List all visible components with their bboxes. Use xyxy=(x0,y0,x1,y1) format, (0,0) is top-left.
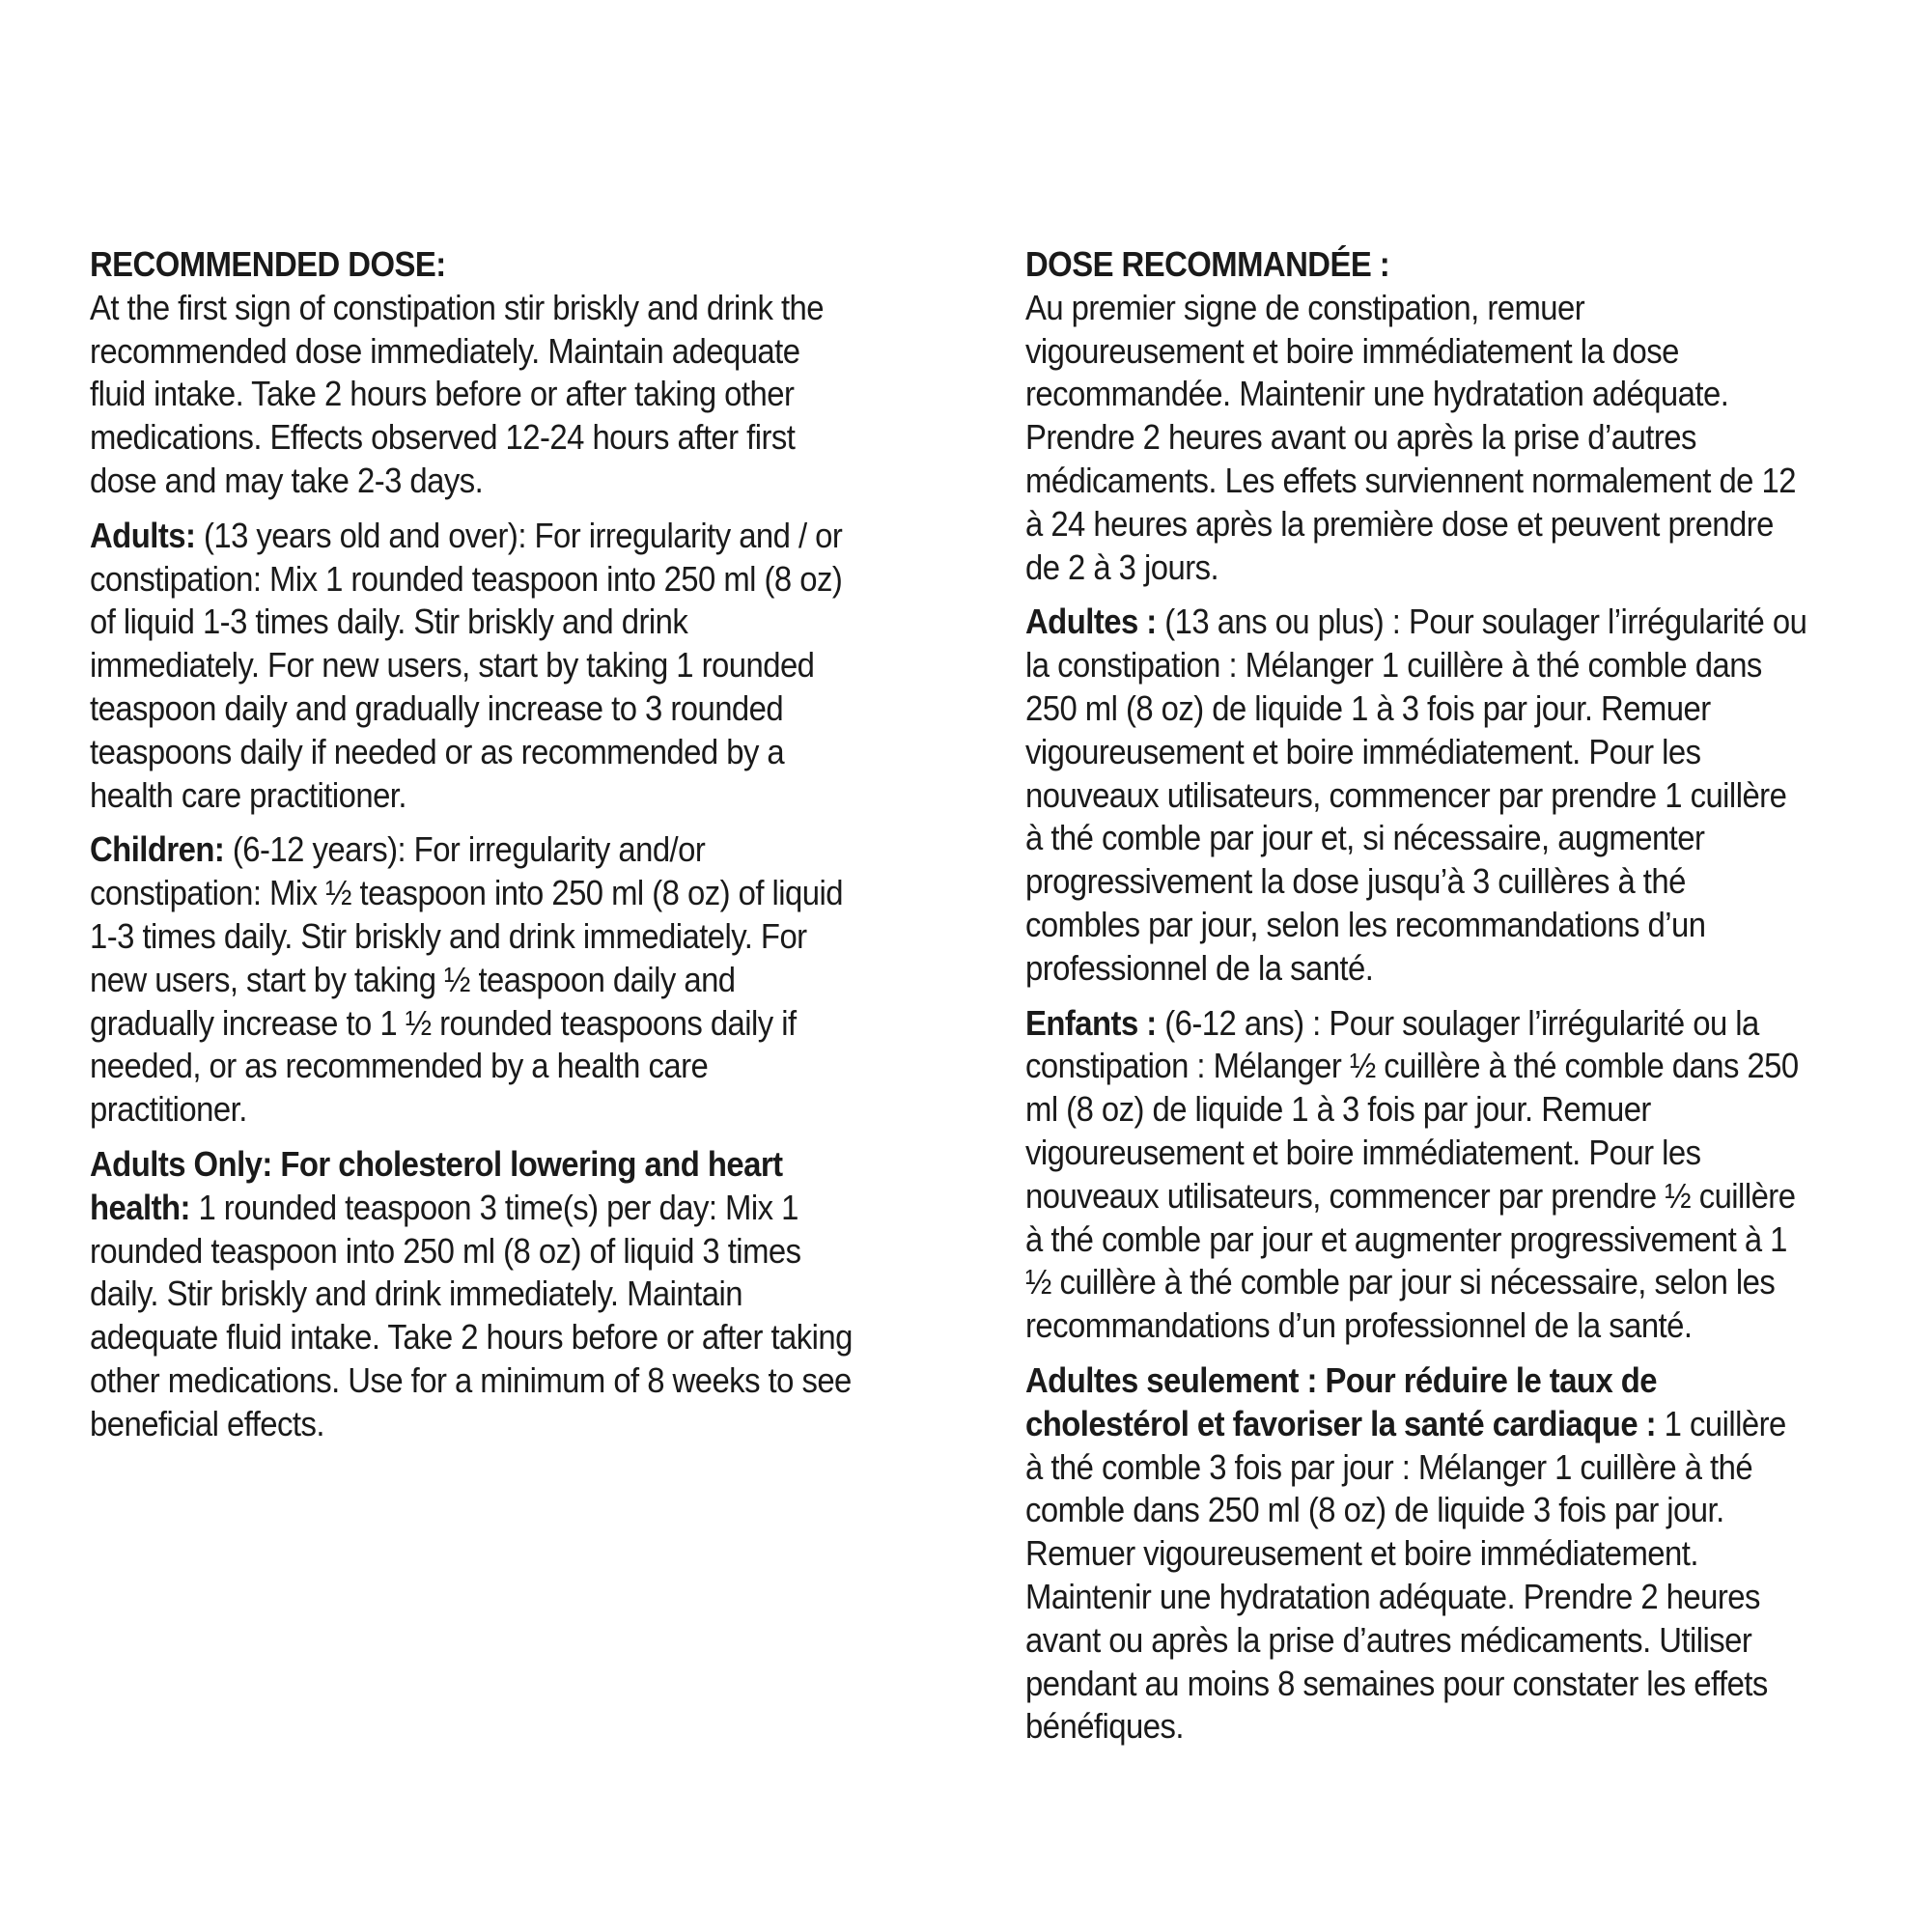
french-adults-only-line: comble dans 250 ml (8 oz) de liquide 3 fois par jour. xyxy=(1025,1490,1724,1530)
french-children-line: ml (8 oz) de liquide 1 à 3 fois par jour. Remuer xyxy=(1025,1089,1651,1130)
french-children-line: recommandations d’un professionnel de la santé. xyxy=(1025,1305,1693,1346)
french-children-line: vigoureusement et boire immédiatement. Pour les xyxy=(1025,1132,1701,1172)
french-intro-line: Prendre 2 heures avant ou après la prise d’autres xyxy=(1025,417,1696,458)
french-adults-only-label-end: cholestérol et favoriser la santé cardiaque : xyxy=(1025,1403,1657,1443)
french-children-line: constipation : Mélanger ½ cuillère à thé comble dans 250 xyxy=(1025,1046,1799,1086)
english-adults-first-line xyxy=(90,515,915,558)
french-adults-only-line: à thé comble 3 fois par jour : Mélanger 1 cuillère à thé xyxy=(1025,1446,1753,1487)
english-heading: RECOMMENDED DOSE: xyxy=(90,244,446,284)
french-adults-first-text: (13 ans ou plus) : Pour soulager l’irrégularité ou xyxy=(1156,602,1807,642)
french-adults-only-section xyxy=(1025,1359,1860,1749)
french-adults-section xyxy=(1025,601,1860,990)
english-adults-line: immediately. For new users, start by taking 1 rounded xyxy=(90,645,815,686)
english-intro-line: recommended dose immediately. Maintain adequate xyxy=(90,330,800,371)
english-adults-line: teaspoons daily if needed or as recommended by a xyxy=(90,731,785,771)
english-adults-only-line: beneficial effects. xyxy=(90,1403,324,1443)
french-adults-label: Adultes : xyxy=(1025,602,1157,642)
english-intro xyxy=(90,287,915,503)
english-adults-only-line: other medications. Use for a minimum of 8 weeks to see xyxy=(90,1359,852,1400)
french-adults-only-second-text: 1 cuillère xyxy=(1656,1403,1786,1443)
english-adults-label: Adults: xyxy=(90,515,196,555)
english-adults-line: of liquid 1-3 times daily. Stir briskly and drink xyxy=(90,602,688,642)
french-intro-line: Au premier signe de constipation, remuer xyxy=(1025,287,1585,327)
french-children-line: nouveaux utilisateurs, commencer par prendre ½ cuillère xyxy=(1025,1175,1796,1216)
english-children-line: needed, or as recommended by a health care xyxy=(90,1046,709,1086)
english-adults-section xyxy=(90,515,915,818)
french-children-line: à thé comble par jour et augmenter progressivement à 1 xyxy=(1025,1218,1787,1259)
french-intro-line: à 24 heures après la première dose et peuvent prendre xyxy=(1025,503,1774,544)
english-children-line: gradually increase to 1 ½ rounded teaspoons daily if xyxy=(90,1002,797,1043)
english-column xyxy=(90,243,915,1458)
french-adults-only-line: bénéfiques. xyxy=(1025,1706,1184,1747)
english-adults-only-line: daily. Stir briskly and drink immediately. Maintain xyxy=(90,1274,742,1314)
english-intro-line: medications. Effects observed 12-24 hours after first xyxy=(90,417,796,458)
english-adults-only-section xyxy=(90,1143,915,1446)
french-children-first-text: (6-12 ans) : Pour soulager l’irrégularité ou la xyxy=(1156,1002,1759,1043)
english-adults-only-second-line xyxy=(90,1187,915,1230)
english-adults-only-label-end: health: xyxy=(90,1187,190,1227)
french-adults-line: progressivement la dose jusqu’à 3 cuillères à thé xyxy=(1025,861,1686,902)
french-intro xyxy=(1025,287,1860,590)
french-adults-only-line: Remuer vigoureusement et boire immédiatement. xyxy=(1025,1533,1698,1574)
english-intro-line: fluid intake. Take 2 hours before or after taking other xyxy=(90,374,795,414)
english-children-line: new users, start by taking ½ teaspoon daily and xyxy=(90,959,736,999)
french-heading: DOSE RECOMMANDÉE : xyxy=(1025,244,1390,284)
french-children-section xyxy=(1025,1002,1860,1348)
french-adults-first-line xyxy=(1025,601,1860,644)
english-children-line: 1-3 times daily. Stir briskly and drink immediately. For xyxy=(90,915,807,956)
french-adults-line: à thé comble par jour et, si nécessaire, augmenter xyxy=(1025,818,1705,858)
french-intro-line: de 2 à 3 jours. xyxy=(1025,546,1219,587)
french-column xyxy=(1025,243,1860,1760)
english-children-section xyxy=(90,828,915,1132)
french-children-first-line xyxy=(1025,1002,1860,1046)
english-adults-only-label: Adults Only: For cholesterol lowering and heart xyxy=(90,1143,783,1184)
english-children-first-text: (6-12 years): For irregularity and/or xyxy=(224,829,706,870)
french-adults-only-line: Maintenir une hydratation adéquate. Prendre 2 heures xyxy=(1025,1576,1760,1616)
french-adults-line: professionnel de la santé. xyxy=(1025,947,1374,988)
french-intro-line: médicaments. Les effets surviennent normalement de 12 xyxy=(1025,460,1796,500)
english-adults-only-second-text: 1 rounded teaspoon 3 time(s) per day: Mix 1 xyxy=(189,1187,798,1227)
french-adults-line: vigoureusement et boire immédiatement. Pour les xyxy=(1025,731,1701,771)
french-adults-line: 250 ml (8 oz) de liquide 1 à 3 fois par jour. Remuer xyxy=(1025,687,1711,728)
english-adults-only-line: rounded teaspoon into 250 ml (8 oz) of liquid 3 times xyxy=(90,1230,801,1271)
french-adults-line: nouveaux utilisateurs, commencer par prendre 1 cuillère xyxy=(1025,774,1787,815)
english-children-line: practitioner. xyxy=(90,1089,247,1130)
english-intro-line: At the first sign of constipation stir briskly and drink the xyxy=(90,287,825,327)
french-adults-only-label: Adultes seulement : Pour réduire le taux de xyxy=(1025,1359,1658,1400)
english-children-first-line xyxy=(90,828,915,872)
french-adults-only-line: avant ou après la prise d’autres médicaments. Utiliser xyxy=(1025,1619,1752,1660)
french-intro-line: vigoureusement et boire immédiatement la dose xyxy=(1025,330,1679,371)
french-adults-line: combles par jour, selon les recommandations d’un xyxy=(1025,904,1706,944)
english-adults-only-line: adequate fluid intake. Take 2 hours before or after taking xyxy=(90,1317,853,1358)
english-adults-line: health care practitioner. xyxy=(90,774,406,815)
english-children-line: constipation: Mix ½ teaspoon into 250 ml (8 oz) of liquid xyxy=(90,873,843,913)
french-children-label: Enfants : xyxy=(1025,1002,1157,1043)
english-intro-line: dose and may take 2-3 days. xyxy=(90,460,484,500)
english-adults-line: teaspoon daily and gradually increase to 3 rounded xyxy=(90,687,784,728)
english-adults-line: constipation: Mix 1 rounded teaspoon into 250 ml (8 oz) xyxy=(90,558,843,599)
french-intro-line: recommandée. Maintenir une hydratation adéquate. xyxy=(1025,374,1729,414)
french-children-line: ½ cuillère à thé comble par jour si nécessaire, selon les xyxy=(1025,1262,1776,1302)
french-adults-only-second-line xyxy=(1025,1403,1860,1446)
french-adults-line: la constipation : Mélanger 1 cuillère à thé comble dans xyxy=(1025,645,1762,686)
english-adults-first-text: (13 years old and over): For irregularity and / or xyxy=(195,515,843,555)
english-children-label: Children: xyxy=(90,829,225,870)
french-adults-only-line: pendant au moins 8 semaines pour constater les effets xyxy=(1025,1663,1768,1703)
